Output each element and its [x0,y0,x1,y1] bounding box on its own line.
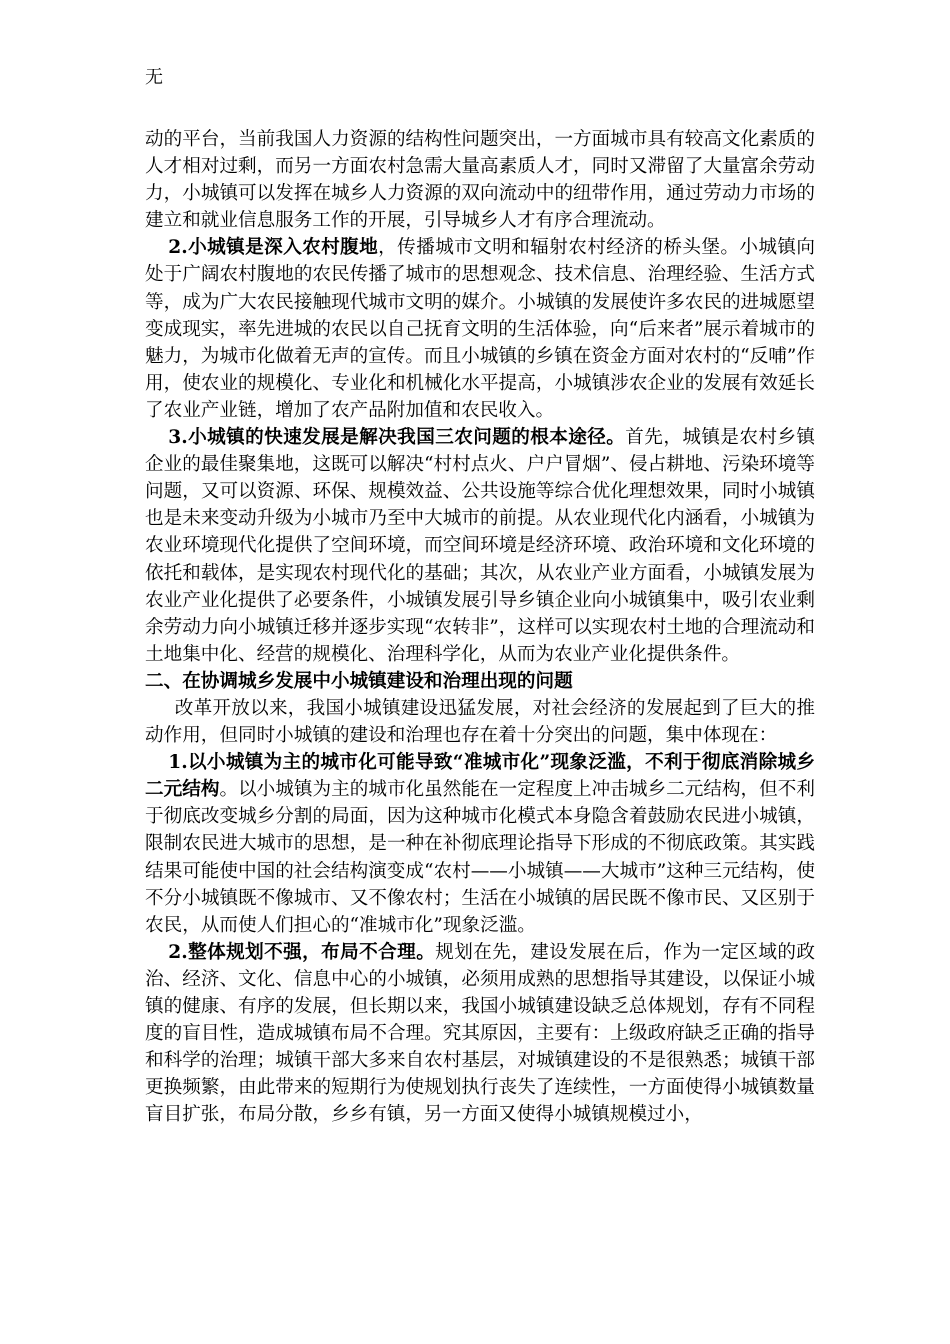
paragraph-5-text: 。以小城镇为主的城市化虽然能在一定程度上冲击城乡二元结构，但不利于彻底改变城乡分割的局面，因为这种城市化模式本身隐含着鼓励农民进小城镇，限制农民进大城市的思想，是一种在补彻底理论指导下形成的不彻底政策。其实践结果可能使中国的社会结构演变成“农村——小城镇——大城市”这种三元结构，使不分小城镇既不像城市、又不像农村；生活在小城镇的居民既不像市民、又区别于农民，从而使人们担心的“准城市化”现象泛滥。 [145,779,815,936]
paragraph-6-text: 规划在先，建设发展在后，作为一定区域的政治、经济、文化、信息中心的小城镇，必须用成熟的思想指导其建设，以保证小城镇的健康、有序的发展，但长期以来，我国小城镇建设缺乏总体规划，存有不同程度的盲目性，造成城镇布局不合理。究其原因，主要有：上级政府缺乏正确的指导和科学的治理；城镇干部大多来自农村基层，对城镇建设的不是很熟悉；城镇干部更换频繁，由此带来的短期行为使规划执行丧失了连续性，一方面使得小城镇数量盲目扩张，布局分散，乡乡有镇，另一方面又使得小城镇规模过小， [145,941,815,1126]
page-header: 无 [145,67,163,88]
paragraph-4: 改革开放以来，我国小城镇建设迅猛发展，对社会经济的发展起到了巨大的推动作用，但同时小城镇的建设和治理也存在着十分突出的问题，集中体现在： [145,697,815,747]
paragraph-5-bold-lead: 1.以小城镇为主的城市化可能导致“准城市化”现象泛滥，不利于彻底消除城乡二元结构 [145,752,815,801]
paragraph-5 [145,749,815,939]
paragraph-2-bold-lead: 2.小城镇是深入农村腹地 [168,237,379,259]
paragraph-2 [145,234,815,424]
section-heading-2: 二、在协调城乡发展中小城镇建设和治理出现的问题 [145,670,573,692]
paragraph-3-text: 首先，城镇是农村乡镇企业的最佳聚集地，这既可以解决“村村点火、户户冒烟”、侵占耕地、污染环境等问题，又可以资源、环保、规模效益、公共设施等综合优化理想效果，同时小城镇也是未来变动升级为小城市乃至中大城市的前提。从农业现代化内涵看，小城镇为农业环境现代化提供了空间环境，而空间环境是经济环境、政治环境和文化环境的依托和载体，是实现农村现代化的基础；其次，从农业产业方面看，小城镇发展为农业产业化提供了必要条件，小城镇发展引导乡镇企业向小城镇集中，吸引农业剩余劳动力向小城镇迁移并逐步实现“农转非”，这样可以实现农村土地的合理流动和土地集中化、经营的规模化、治理科学化，从而为农业产业化提供条件。 [145,427,815,665]
paragraph-1: 动的平台，当前我国人力资源的结构性问题突出，一方面城市具有较高文化素质的人才相对过剩，而另一方面农村急需大量高素质人才，同时又滞留了大量富余劳动力，小城镇可以发挥在城乡人力资源的双向流动中的纽带作用，通过劳动力市场的建立和就业信息服务工作的开展，引导城乡人才有序合理流动。 [145,129,815,232]
paragraph-6-bold-lead: 2.整体规划不强，布局不合理。 [168,941,436,963]
paragraph-3 [145,424,815,668]
document-body [145,126,815,1128]
paragraph-6 [145,939,815,1129]
paragraph-2-text: ，传播城市文明和辐射农村经济的桥头堡。小城镇向处于广阔农村腹地的农民传播了城市的思想观念、技术信息、治理经验、生活方式等，成为广大农民接触现代城市文明的媒介。小城镇的发展使许多农民的进城愿望变成现实，率先进城的农民以自己抚育文明的生活体验，向“后来者”展示着城市的魅力，为城市化做着无声的宣传。而且小城镇的乡镇在资金方面对农村的“反哺”作用，使农业的规模化、专业化和机械化水平提高，小城镇涉农企业的发展有效延长了农业产业链，增加了农产品附加值和农民收入。 [145,237,815,421]
paragraph-3-bold-lead: 3.小城镇的快速发展是解决我国三农问题的根本途径。 [168,427,626,449]
